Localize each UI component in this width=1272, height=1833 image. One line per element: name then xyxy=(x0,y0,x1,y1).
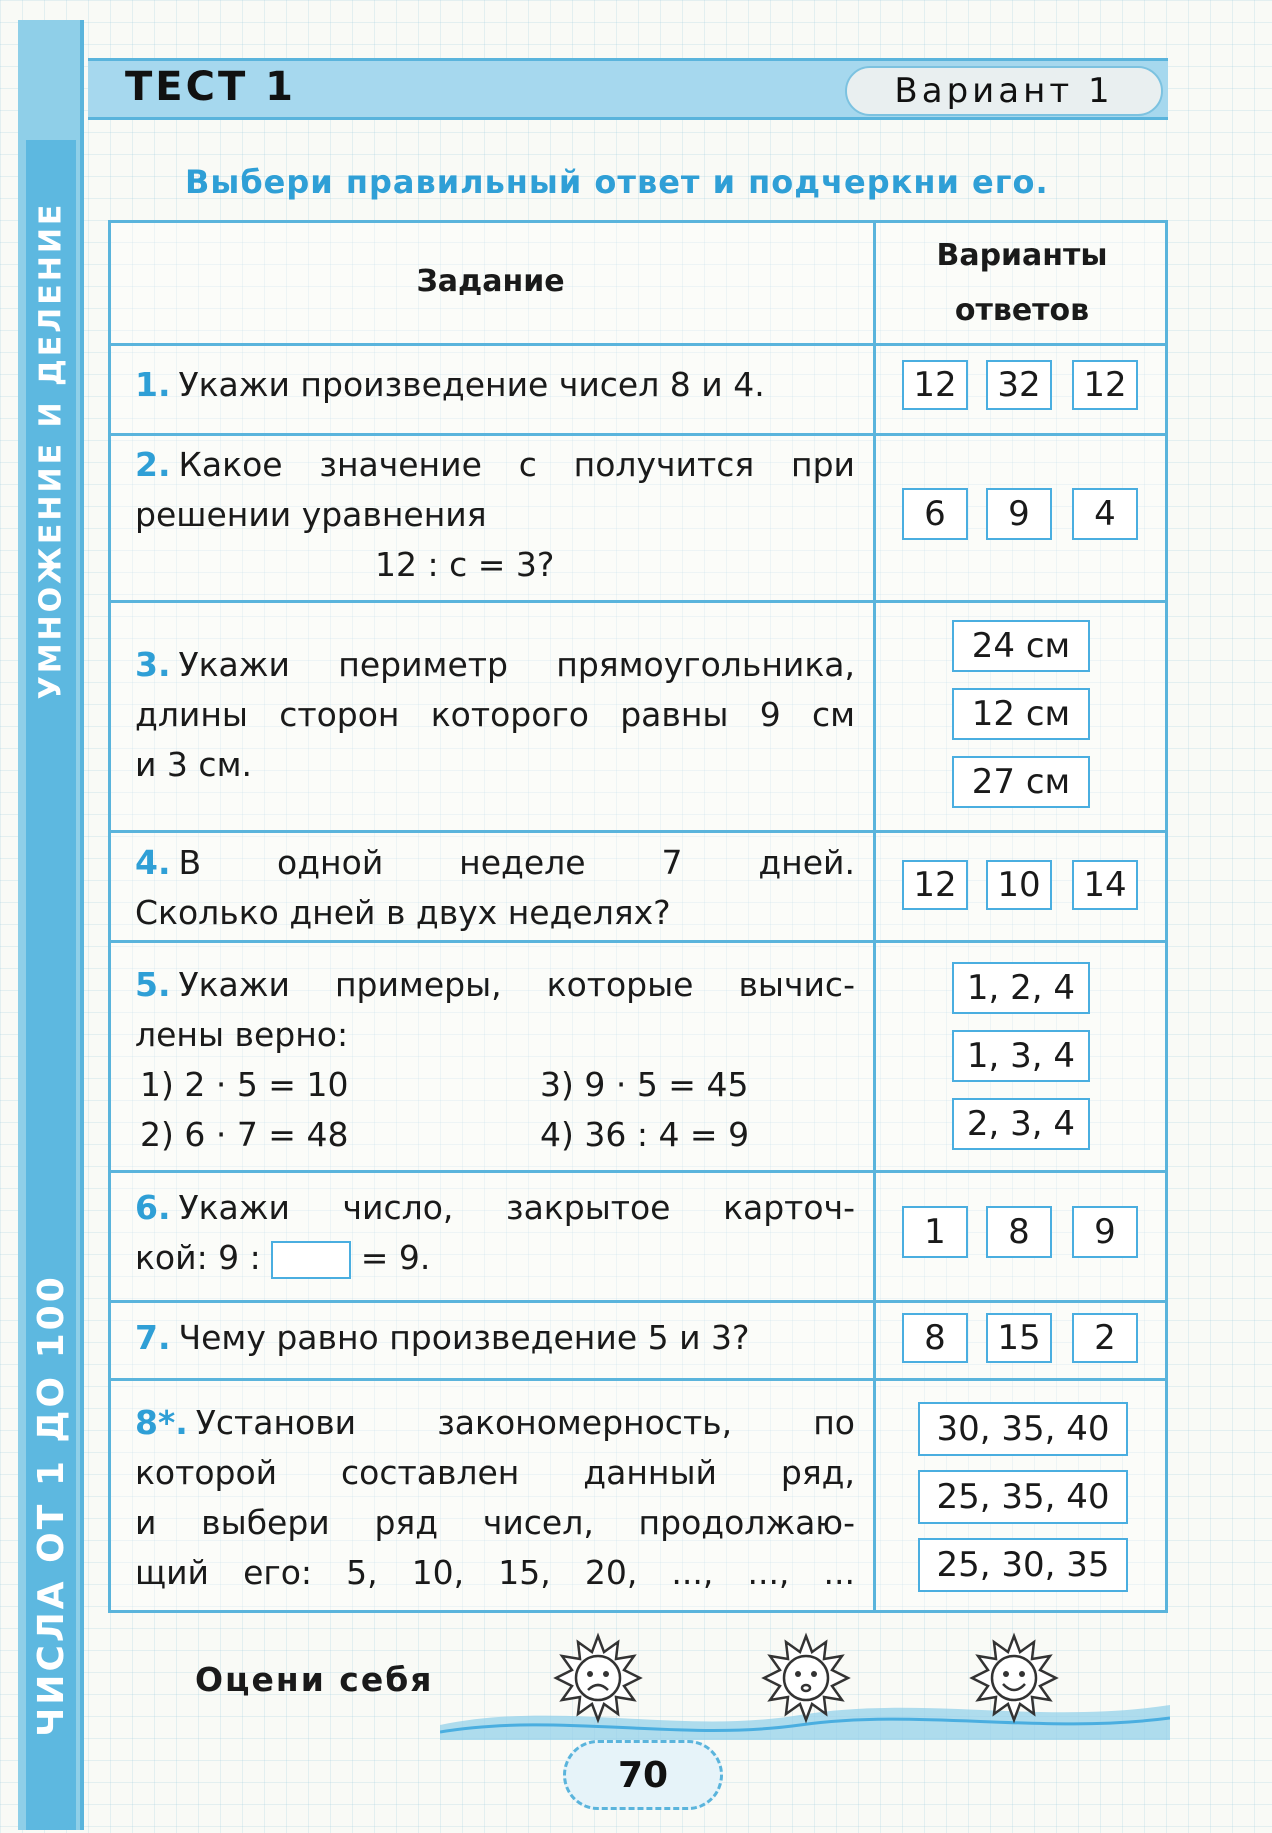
task-2-line1: 2. Какое значение c получится при xyxy=(135,445,855,484)
answer-option[interactable]: 25, 30, 35 xyxy=(918,1538,1128,1592)
task-7: 7. Чему равно произведение 5 и 3? xyxy=(135,1318,750,1357)
table-column-divider xyxy=(873,220,876,1613)
table-row-divider xyxy=(108,343,1168,346)
answer-option[interactable]: 1 xyxy=(902,1206,968,1258)
answer-option[interactable]: 8 xyxy=(986,1206,1052,1258)
header-answers: Варианты ответов xyxy=(936,238,1108,328)
answer-option[interactable]: 6 xyxy=(902,488,968,540)
answer-option[interactable]: 15 xyxy=(986,1313,1052,1363)
answer-option[interactable]: 9 xyxy=(1072,1206,1138,1258)
sidebar-band xyxy=(26,140,76,1830)
answer-option[interactable]: 24 см xyxy=(952,620,1090,672)
task-5-line2: лены верно: xyxy=(135,1015,349,1054)
task-4-line2: Сколько дней в двух неделях? xyxy=(135,893,671,932)
answer-option[interactable]: 9 xyxy=(986,488,1052,540)
answer-option[interactable]: 32 xyxy=(986,360,1052,410)
page-number: 70 xyxy=(617,1754,669,1796)
task-5-example-3: 3) 9 · 5 = 45 xyxy=(540,1065,749,1104)
task-8-line1: 8*. Установи закономерность, по xyxy=(135,1403,855,1442)
table-row-divider xyxy=(108,1300,1168,1303)
happy-sun-icon[interactable] xyxy=(968,1632,1060,1724)
answer-option[interactable]: 12 xyxy=(1072,360,1138,410)
sidebar-top-label: УМНОЖЕНИЕ И ДЕЛЕНИЕ xyxy=(33,201,69,699)
table-row-divider xyxy=(108,940,1168,943)
answer-option[interactable]: 12 xyxy=(902,860,968,910)
test-title: ТЕСТ 1 xyxy=(125,64,297,110)
answer-option[interactable]: 1, 3, 4 xyxy=(952,1030,1090,1082)
task-8-line2: которой составлен данный ряд, xyxy=(135,1453,855,1492)
task-5-example-1: 1) 2 · 5 = 10 xyxy=(140,1065,349,1104)
table-row-divider xyxy=(108,830,1168,833)
answer-option[interactable]: 27 см xyxy=(952,756,1090,808)
sidebar xyxy=(18,20,84,1830)
table-row-divider xyxy=(108,600,1168,603)
answer-option[interactable]: 1, 2, 4 xyxy=(952,962,1090,1014)
answer-option[interactable]: 10 xyxy=(986,860,1052,910)
task-3-line1: 3. Укажи периметр прямоугольника, xyxy=(135,645,855,684)
task-6-line1: 6. Укажи число, закрытое карточ- xyxy=(135,1188,855,1227)
table-row-divider xyxy=(108,433,1168,436)
task-1: 1. Укажи произведение чисел 8 и 4. xyxy=(135,365,765,404)
task-3-line2: длины сторон которого равны 9 см xyxy=(135,695,855,734)
variant-label: Вариант 1 xyxy=(845,66,1163,116)
page-number-badge xyxy=(563,1740,723,1810)
answer-option[interactable]: 4 xyxy=(1072,488,1138,540)
task-3-line3: и 3 см. xyxy=(135,745,252,784)
task-4-line1: 4. В одной неделе 7 дней. xyxy=(135,843,855,882)
answer-option[interactable]: 14 xyxy=(1072,860,1138,910)
answer-option[interactable]: 12 xyxy=(902,360,968,410)
task-8-line3: и выбери ряд чисел, продолжаю- xyxy=(135,1503,855,1542)
task-8-line4: щий его: 5, 10, 15, 20, ..., ..., ... xyxy=(135,1553,855,1592)
task-5-example-4: 4) 36 : 4 = 9 xyxy=(540,1115,750,1154)
table-row-divider xyxy=(108,1170,1168,1173)
instruction: Выбери правильный ответ и подчеркни его. xyxy=(185,163,1049,201)
task-5-example-2: 2) 6 · 7 = 48 xyxy=(140,1115,349,1154)
table-row-divider xyxy=(108,1378,1168,1381)
self-assessment-label: Оцени себя xyxy=(195,1660,434,1699)
sidebar-bottom-label: ЧИСЛА ОТ 1 ДО 100 xyxy=(30,1273,72,1737)
header-task: Задание xyxy=(416,264,565,299)
answer-option[interactable]: 30, 35, 40 xyxy=(918,1402,1128,1456)
answer-option[interactable]: 2, 3, 4 xyxy=(952,1098,1090,1150)
task-6-line2: кой: 9 : = 9. xyxy=(135,1238,431,1277)
task-5-line1: 5. Укажи примеры, которые вычис- xyxy=(135,965,855,1004)
answer-option[interactable]: 25, 35, 40 xyxy=(918,1470,1128,1524)
neutral-sun-icon[interactable] xyxy=(760,1632,852,1724)
task-2-equation: 12 : c = 3? xyxy=(375,545,555,584)
sad-sun-icon[interactable] xyxy=(552,1632,644,1724)
answer-option[interactable]: 12 см xyxy=(952,688,1090,740)
hidden-number-card xyxy=(271,1241,351,1279)
task-2-line2: решении уравнения xyxy=(135,495,487,534)
answer-option[interactable]: 8 xyxy=(902,1313,968,1363)
answer-option[interactable]: 2 xyxy=(1072,1313,1138,1363)
